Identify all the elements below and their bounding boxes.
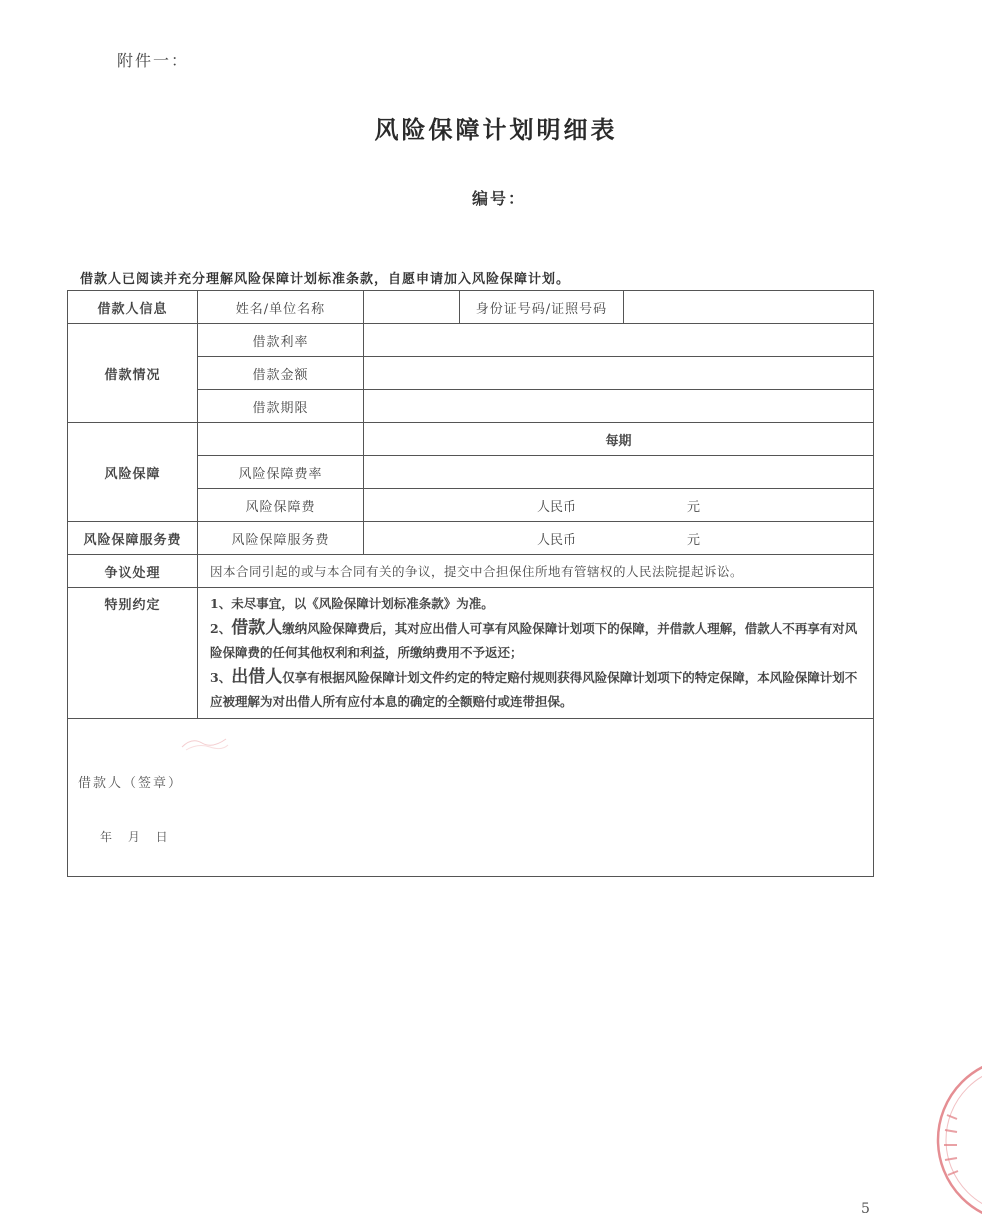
risk-section-label: 风险保障: [68, 423, 198, 522]
table-row-borrower-info: [68, 291, 874, 324]
service-fee-section-label: 风险保障服务费: [68, 522, 198, 555]
loan-amount-value-field[interactable]: [364, 357, 874, 390]
loan-amount-label: 借款金额: [198, 357, 364, 390]
risk-fee-unit: 元: [686, 499, 700, 515]
risk-fee-currency: 人民币: [536, 499, 576, 515]
name-label: 姓名/单位名称: [198, 291, 364, 324]
id-number-label: 身份证号码/证照号码: [460, 291, 624, 324]
service-fee-label: 风险保障服务费: [198, 522, 364, 555]
dispute-label: 争议处理: [68, 555, 198, 588]
name-value-field[interactable]: [364, 291, 460, 324]
special-item-3-text: 仅享有根据风险保障计划文件约定的特定赔付规则获得风险保障计划项下的特定保障，本风险保障计划不应被理解为对出借人所有应付本息的确定的全额赔付或连带担保。: [210, 670, 858, 709]
special-item-3: [210, 665, 865, 714]
borrower-signature-label: 借款人（签章）: [78, 776, 184, 791]
risk-fee-rate-label: 风险保障费率: [198, 456, 364, 489]
table-row-special: [68, 588, 874, 719]
table-row-service-fee: [68, 522, 874, 555]
special-item-2-text: 缴纳风险保障费后，其对应出借人可享有风险保障计划项下的保障，并借款人理解，借款人不再享有对风险保障费的任何其他权利和利益，所缴纳费用不予返还；: [210, 621, 858, 660]
risk-plan-table: [67, 290, 874, 877]
signature-date-label: 年 月 日: [100, 830, 168, 844]
risk-fee-rate-value-field[interactable]: [364, 456, 874, 489]
service-fee-unit: 元: [686, 532, 700, 548]
special-agreement-text: [198, 588, 874, 719]
document-title: 风险保障计划明细表: [374, 115, 618, 144]
service-fee-currency: 人民币: [536, 532, 576, 548]
loan-term-value-field[interactable]: [364, 390, 874, 423]
table-row-risk-header: [68, 423, 874, 456]
borrower-info-label: 借款人信息: [68, 291, 198, 324]
id-number-value-field[interactable]: [624, 291, 874, 324]
loan-rate-label: 借款利率: [198, 324, 364, 357]
attachment-label: 附件一：: [117, 51, 190, 70]
special-item-2-emphasis: 借款人: [231, 618, 283, 638]
dispute-text: 因本合同引起的或与本合同有关的争议，提交中合担保住所地有管辖权的人民法院提起诉讼。: [198, 555, 874, 588]
special-item-3-prefix: 3、: [210, 670, 232, 685]
per-period-header: 每期: [364, 423, 874, 456]
special-item-1: 1、未尽事宜，以《风险保障计划标准条款》为准。: [210, 596, 494, 611]
stamp-smudge: [180, 733, 230, 753]
special-item-2: [210, 616, 865, 665]
table-row-loan-rate: [68, 324, 874, 357]
red-seal-stamp: [925, 1055, 982, 1225]
risk-header-blank: [198, 423, 364, 456]
table-row-dispute: [68, 555, 874, 588]
serial-number-label: 编号：: [472, 189, 527, 208]
risk-fee-label: 风险保障费: [198, 489, 364, 522]
service-fee-value-field[interactable]: [364, 522, 874, 555]
risk-fee-value-field[interactable]: [364, 489, 874, 522]
special-agreement-label: 特别约定: [68, 588, 198, 719]
loan-rate-value-field[interactable]: [364, 324, 874, 357]
loan-term-label: 借款期限: [198, 390, 364, 423]
special-item-2-prefix: 2、: [210, 621, 232, 636]
intro-statement: 借款人已阅读并充分理解风险保障计划标准条款，自愿申请加入风险保障计划。: [80, 272, 571, 287]
loan-section-label: 借款情况: [68, 324, 198, 423]
page-number: 5: [861, 1201, 870, 1217]
special-item-3-emphasis: 出借人: [231, 667, 283, 687]
